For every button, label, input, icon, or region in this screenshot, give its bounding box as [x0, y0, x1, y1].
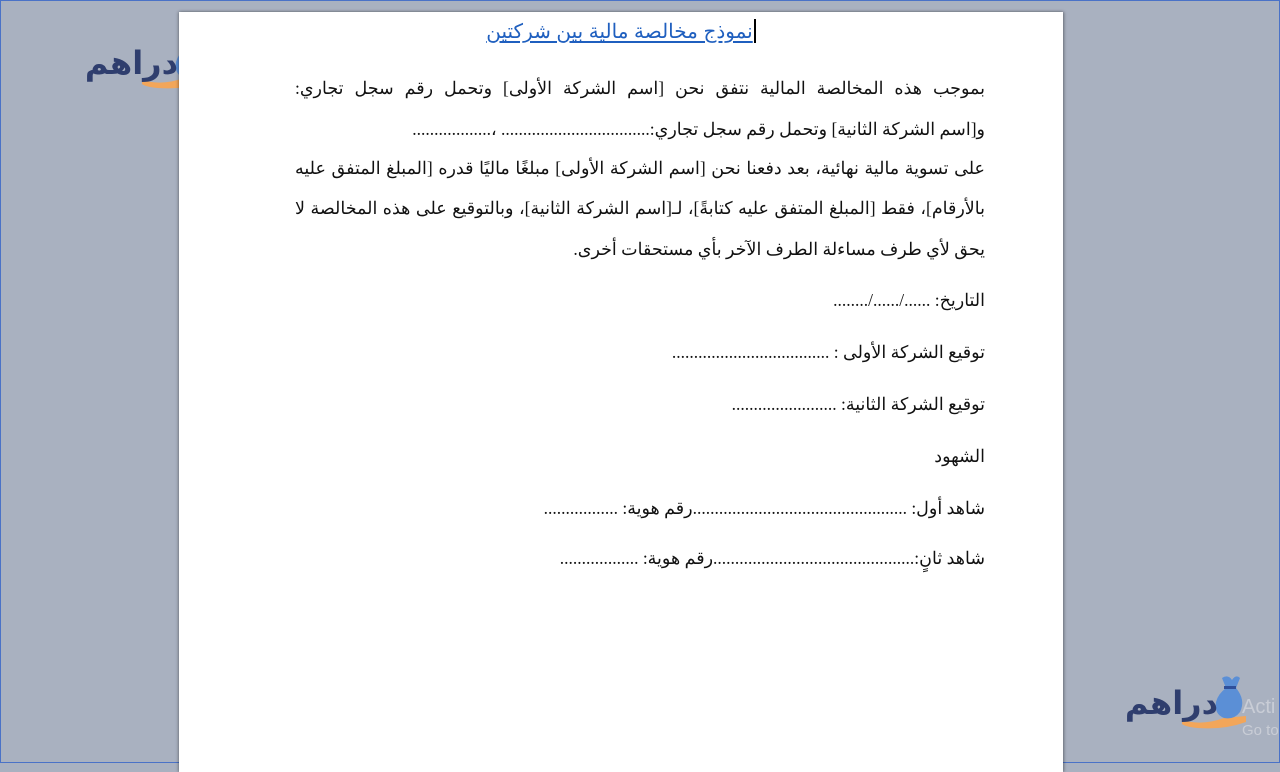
second-company-signature: توقيع الشركة الثانية: ........................ — [731, 394, 985, 414]
document-title[interactable] — [179, 19, 1063, 44]
paragraph-line-5: يحق لأي طرف مساءلة الطرف الآخر بأي مستحقات أخرى. — [573, 239, 985, 259]
brand-logo-text: دراهم — [1124, 684, 1218, 722]
witnesses-heading: الشهود — [934, 446, 985, 466]
paragraph-line-2: و[اسم الشركة الثانية] وتحمل رقم سجل تجاري:.................................. ،.................. — [412, 119, 985, 139]
brand-logo-secondary — [1074, 674, 1246, 730]
witness-two-line: شاهد ثانٍ:..............................................رقم هوية: .................. — [559, 548, 985, 568]
activation-watermark-line2: Go to — [1242, 722, 1279, 739]
witness-one-line: شاهد أول: .................................................رقم هوية: ................. — [543, 498, 985, 518]
date-line: التاريخ: ....../....../........ — [833, 290, 985, 310]
first-company-signature: توقيع الشركة الأولى : .................................... — [671, 342, 985, 362]
paragraph-line-1: بموجب هذه المخالصة المالية نتفق نحن [اسم الشركة الأولى] وتحمل رقم سجل تجاري: — [295, 78, 985, 98]
document-title-text: نموذج مخالصة مالية بين شركتين — [486, 21, 753, 43]
text-cursor — [754, 19, 756, 43]
brand-logo-text: دراهم — [84, 44, 178, 82]
document-page[interactable] — [179, 12, 1063, 772]
paragraph-line-3: على تسوية مالية نهائية، بعد دفعنا نحن [اسم الشركة الأولى] مبلغًا ماليًا قدره [المبلغ المتفق عليه — [295, 158, 985, 178]
paragraph-line-4: بالأرقام]، فقط [المبلغ المتفق عليه كتابةً]، لـ[اسم الشركة الثانية]، وبالتوقيع على هذه المخالصة لا — [295, 198, 985, 218]
activation-watermark-line1: Acti — [1242, 696, 1276, 718]
